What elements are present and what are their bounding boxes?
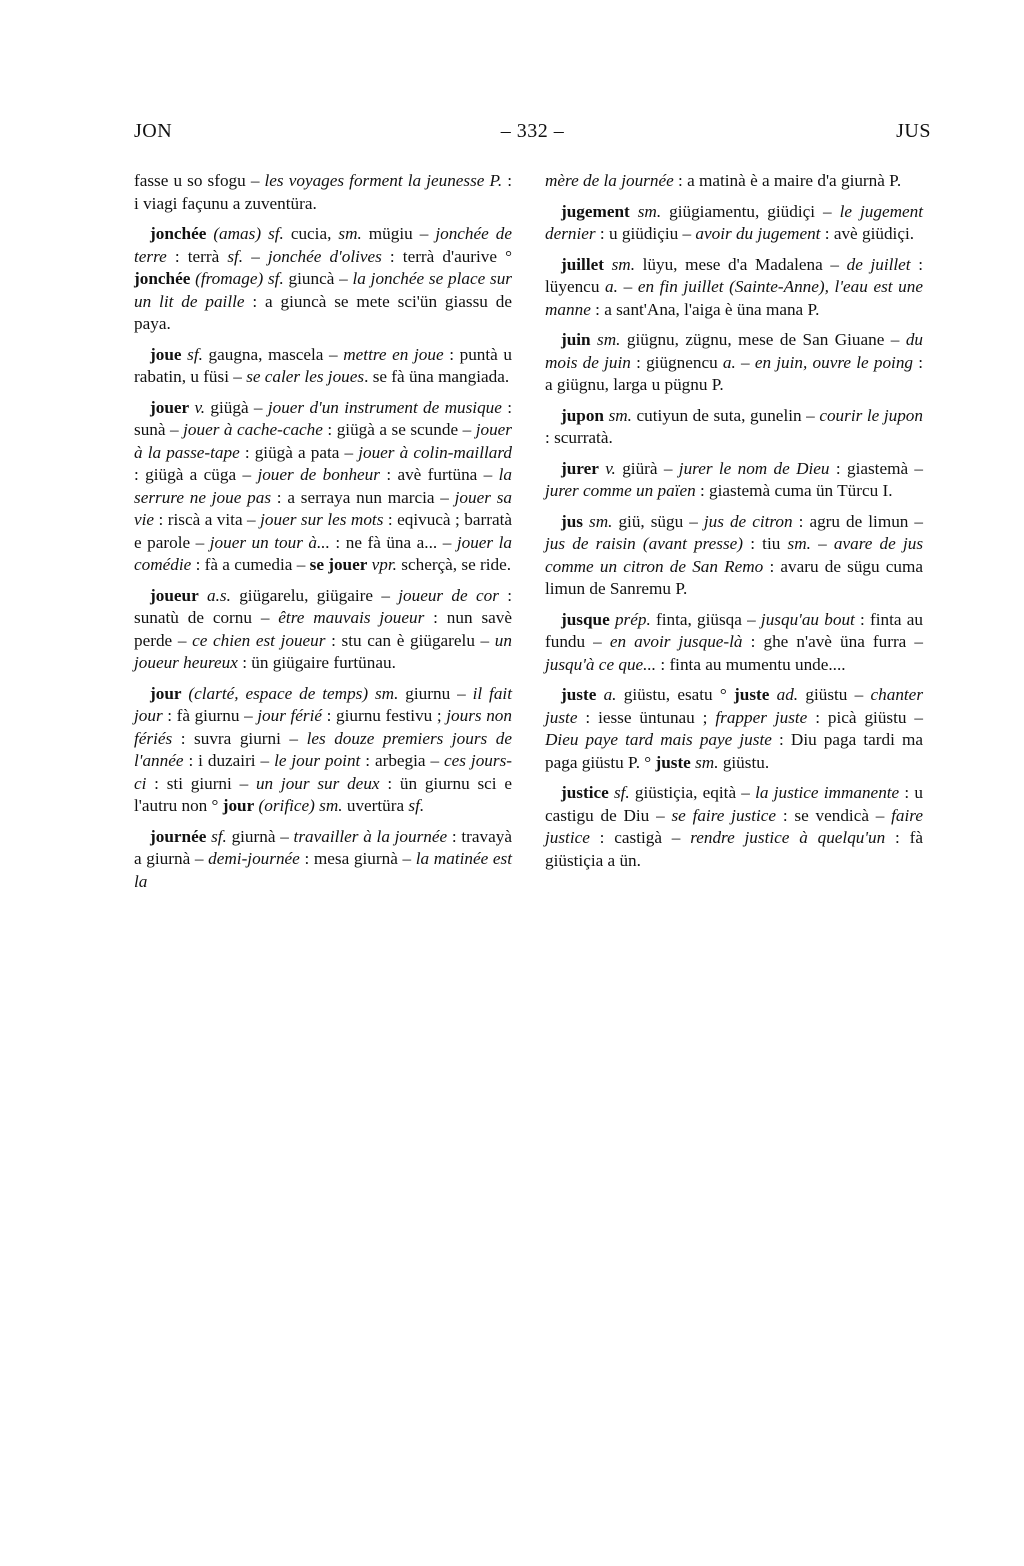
entry-text: : scurratà.: [545, 428, 613, 447]
italic-text: de juillet: [846, 254, 911, 274]
italic-text: courir le jupon: [819, 405, 923, 425]
italic-text: travailler à la journée: [293, 826, 448, 846]
italic-text: faire justice: [545, 805, 923, 847]
entry-text: giüstu.: [718, 752, 770, 772]
entry-text: : stu can è giügarelu –: [325, 630, 495, 650]
italic-text: se caler les joues: [246, 367, 365, 386]
entry-text: : u castigu de Diu –: [545, 783, 924, 825]
headword: jour: [222, 796, 255, 815]
italic-text: mère de la journée: [545, 171, 674, 190]
italic-text: jouer de bonheur: [257, 465, 380, 484]
italic-text: jouer à colin-maillard: [358, 442, 512, 462]
entry-text: : mesa giurnà –: [299, 849, 416, 868]
italic-text: un joueur heureux: [134, 630, 512, 672]
entry-text: : se vendicà –: [776, 805, 892, 825]
italic-text: a.: [722, 352, 736, 372]
entry-text: : i duzairi –: [183, 751, 275, 770]
headword: joue: [150, 344, 182, 364]
headword: jus: [561, 511, 583, 531]
dictionary-entry: [134, 344, 512, 389]
entry-text: : finta au fundu –: [545, 609, 923, 651]
entry-text: giuncà –: [283, 269, 353, 288]
entry-text: : lüyencu: [545, 254, 923, 296]
entry-text: : sunatù de cornu –: [134, 585, 512, 627]
entry-text: : giastemà cuma ün Türcu I.: [695, 481, 893, 500]
entry-text: giü, sügu –: [612, 511, 704, 531]
dictionary-entry: [545, 511, 923, 601]
italic-text: jouer sur les mots: [260, 510, 384, 529]
italic-text: jus de citron: [703, 511, 793, 531]
italic-text: v.: [189, 397, 206, 417]
italic-text: demi-journée: [208, 849, 300, 868]
entry-text: scherçà, se ride.: [396, 555, 512, 574]
entry-text: : nun savè perde –: [134, 608, 512, 650]
italic-text: jouer la comédie: [134, 532, 512, 574]
entry-text: –: [735, 352, 755, 372]
italic-text: rendre justice à quelqu'un: [690, 828, 886, 847]
italic-text: sf.: [227, 246, 244, 266]
dictionary-entry: [134, 397, 512, 577]
italic-text: sf.: [181, 344, 203, 364]
italic-text: (fromage) sf.: [190, 269, 284, 288]
entry-text: : tiu: [743, 534, 788, 553]
italic-text: jouer à cache-cache: [183, 420, 323, 439]
entry-text: giügarelu, giügaire –: [230, 585, 399, 605]
entry-text: –: [617, 277, 638, 296]
entry-text: : travayà a giurnà –: [134, 826, 512, 868]
entry-text: : Diu paga tardi ma paga giüstu P. °: [545, 730, 923, 772]
entry-text: : eqivucà ; barratà e parole –: [134, 510, 512, 552]
italic-text: sm.: [787, 534, 811, 553]
dictionary-entry: [134, 683, 512, 818]
headword: juste: [734, 685, 770, 704]
italic-text: prép.: [609, 609, 651, 629]
italic-text: se faire justice: [671, 805, 777, 825]
headword: justice: [561, 783, 609, 802]
entry-text: giügnu, zügnu, mese de San Giuane –: [620, 330, 906, 349]
italic-text: jonchée d'olives: [267, 246, 382, 266]
entry-text: : u giüdiçiu –: [595, 224, 696, 243]
headword: journée: [150, 826, 207, 846]
italic-text: les voyages forment la jeunesse P.: [264, 171, 503, 190]
entry-text: : puntà u rabatin, u füsi –: [134, 344, 513, 386]
entry-text: : ün giurnu sci e l'autru non °: [134, 773, 512, 815]
italic-text: sm.: [604, 405, 632, 425]
entry-text: gaugna, mascela –: [202, 344, 344, 364]
headword: juillet: [561, 254, 604, 274]
italic-text: jus de raisin (avant presse): [545, 534, 744, 553]
dictionary-entry: [545, 254, 923, 322]
dictionary-entry: [545, 782, 923, 872]
italic-text: le jour point: [274, 751, 361, 770]
italic-text: il fait jour: [134, 683, 512, 725]
italic-text: (clarté, espace de temps) sm.: [181, 683, 399, 703]
italic-text: jouer d'un instrument de musique: [267, 397, 502, 417]
italic-text: sm.: [603, 254, 635, 274]
entry-text: : a sant'Ana, l'aiga è üna mana P.: [590, 299, 820, 319]
entry-text: : a giuncà se mete sci'ün giassu de paya.: [134, 291, 512, 333]
italic-text: a.: [605, 277, 618, 296]
italic-text: du mois de juin: [545, 330, 924, 372]
entry-text: : fà giüstiçia a ün.: [545, 828, 923, 870]
entry-text: : giügnencu: [630, 352, 723, 372]
entry-text: : terrà: [166, 246, 228, 266]
italic-text: (amas) sf.: [206, 224, 284, 243]
italic-text: en fin juillet (Sainte-Anne), l'eau est une manne: [545, 277, 923, 319]
italic-text: sm.: [338, 224, 362, 243]
running-header: [134, 120, 931, 150]
entry-text: : avaru de sügu cuma limun de Sanremu P.: [545, 556, 923, 598]
italic-text: (orifice) sm.: [254, 796, 343, 815]
entry-text: giürà –: [615, 458, 679, 478]
headword: jusque: [561, 609, 610, 629]
italic-text: jurer comme un païen: [545, 481, 696, 500]
entry-text: : castigà –: [589, 828, 691, 847]
entry-text: : picà giüstu –: [807, 707, 923, 727]
headword: jour: [150, 683, 182, 703]
entry-text: : giügà a pata –: [239, 442, 359, 462]
entry-text: : avè giüdiçi.: [820, 224, 915, 243]
headword: juin: [561, 330, 591, 349]
italic-text: la matinée est la: [134, 849, 512, 891]
italic-text: en avoir jusque-là: [609, 632, 743, 651]
italic-text: avare de jus comme un citron de San Remo: [545, 534, 924, 576]
headword: jurer: [561, 458, 599, 478]
italic-text: jouer à la passe-tape: [134, 420, 512, 462]
italic-text: la justice immanente: [755, 783, 900, 802]
left-column: [134, 170, 512, 901]
entry-text: –: [243, 246, 268, 266]
dictionary-entry: [134, 826, 512, 894]
page-number: – 332 –: [500, 120, 565, 142]
italic-text: jouer un tour à...: [209, 532, 330, 552]
entry-text: cutiyun de suta, gunelin –: [631, 405, 820, 425]
entry-text: : arbegia –: [360, 751, 445, 770]
entry-text: giurnu –: [398, 683, 473, 703]
italic-text: la jonchée se place sur un lit de paille: [134, 269, 512, 311]
entry-text: : a matinà è a maire d'a giurnà P.: [673, 171, 902, 190]
italic-text: le jugement dernier: [545, 201, 923, 243]
italic-text: sm.: [629, 201, 662, 221]
italic-text: a.s.: [198, 585, 231, 605]
headword: jonchée: [134, 269, 191, 288]
italic-text: sf.: [408, 796, 425, 815]
entry-text: : ne fà üna a... –: [329, 532, 457, 552]
right-column: [545, 170, 923, 880]
headword: juste: [655, 752, 691, 772]
entry-text: : sti giurni –: [146, 773, 256, 793]
dictionary-entry: [545, 609, 923, 677]
italic-text: avoir du jugement: [695, 224, 821, 243]
entry-text: : giügà a se scunde –: [322, 420, 476, 439]
italic-text: être mauvais joueur: [278, 608, 425, 627]
italic-text: joueur de cor: [398, 585, 499, 605]
entry-text: giügiamentu, giüdiçi –: [661, 201, 840, 221]
entry-text: : ün giügaire furtünau.: [237, 653, 396, 672]
entry-text: . se fà üna mangiada.: [364, 367, 510, 386]
entry-text: –: [810, 534, 834, 553]
italic-text: jurer le nom de Dieu: [678, 458, 830, 478]
italic-text: jouer sa vie: [134, 487, 513, 529]
italic-text: sm.: [690, 752, 719, 772]
entry-text: giüstu, esatu °: [616, 685, 735, 704]
entry-text: giüstiçia, eqità –: [629, 783, 756, 802]
entry-text: : terrà d'aurive °: [381, 246, 512, 266]
italic-text: a.: [596, 685, 617, 704]
header-last-word: JUS: [896, 120, 931, 142]
entry-text: lüyu, mese d'a Madalena –: [635, 254, 847, 274]
dictionary-entry: [134, 585, 512, 675]
entry-text: mügiu –: [361, 224, 436, 243]
italic-text: frapper juste: [715, 707, 808, 727]
italic-text: jonchée de terre: [134, 224, 512, 266]
header-first-word: JON: [134, 120, 173, 142]
italic-text: jours non fériés: [134, 706, 512, 748]
italic-text: sm.: [582, 511, 613, 531]
entry-text: : fà a cumedia –: [191, 555, 310, 574]
headword: jonchée: [150, 224, 207, 243]
entry-text: : giügà a cüga –: [134, 465, 258, 484]
entry-text: : iesse üntunau ;: [577, 707, 716, 727]
dictionary-entry: [545, 684, 923, 774]
dictionary-entry: [545, 201, 923, 246]
entry-text: : agru de limun –: [792, 511, 923, 531]
entry-text: : a giügnu, larga u pügnu P.: [545, 352, 924, 394]
entry-text: : avè furtüna –: [379, 465, 499, 484]
italic-text: ces jours-ci: [134, 751, 512, 793]
entry-text: cucia,: [283, 224, 339, 243]
italic-text: jour férié: [257, 706, 323, 725]
dictionary-entry: [545, 329, 923, 397]
dictionary-entry: [545, 405, 923, 450]
headword: jupon: [561, 405, 604, 425]
continued-entry: [134, 170, 512, 215]
dictionary-entry: [545, 458, 923, 503]
italic-text: Dieu paye tard mais paye juste: [545, 730, 772, 749]
headword: se jouer: [309, 555, 368, 574]
entry-text: : ghe n'avè üna furra –: [742, 632, 923, 651]
dictionary-entry: [134, 223, 512, 336]
entry-text: finta, giüsqa –: [650, 609, 761, 629]
entry-text: : a serraya nun marcia –: [271, 487, 455, 507]
entry-text: : suvra giurni –: [172, 728, 307, 748]
italic-text: sf.: [608, 783, 630, 802]
italic-text: vpr.: [367, 555, 397, 574]
entry-text: uvertüra: [342, 796, 409, 815]
entry-text: : i viagi façunu a zuventüra.: [134, 171, 512, 213]
entry-text: : sunà –: [134, 397, 512, 439]
headword: jugement: [561, 201, 630, 221]
entry-text: giügà –: [205, 397, 268, 417]
italic-text: v.: [598, 458, 616, 478]
entry-text: fasse u so sfogu –: [134, 171, 265, 190]
italic-text: en juin, ouvre le poing: [754, 352, 914, 372]
headword: juste: [561, 685, 597, 704]
entry-text: : riscà a vita –: [154, 510, 261, 529]
italic-text: ad.: [769, 685, 799, 704]
italic-text: sm.: [590, 330, 621, 349]
entry-text: : fà giurnu –: [162, 706, 258, 725]
headword: joueur: [150, 585, 199, 605]
continued-entry: [545, 170, 923, 193]
entry-text: giüstu –: [798, 685, 871, 704]
italic-text: jusqu'à ce que...: [545, 654, 657, 674]
entry-text: : finta au mumentu unde....: [656, 654, 846, 674]
italic-text: mettre en joue: [343, 344, 444, 364]
entry-text: : giastemà –: [829, 458, 924, 478]
italic-text: chanter juste: [545, 685, 924, 727]
italic-text: les douze premiers jours de l'année: [134, 728, 512, 770]
italic-text: ce chien est joueur: [192, 630, 326, 650]
entry-text: : giurnu festivu ;: [322, 706, 447, 725]
italic-text: sf.: [206, 826, 227, 846]
italic-text: la serrure ne joue pas: [134, 465, 512, 507]
headword: jouer: [150, 397, 190, 417]
entry-text: giurnà –: [226, 826, 294, 846]
italic-text: jusqu'au bout: [760, 609, 855, 629]
italic-text: un jour sur deux: [255, 773, 380, 793]
